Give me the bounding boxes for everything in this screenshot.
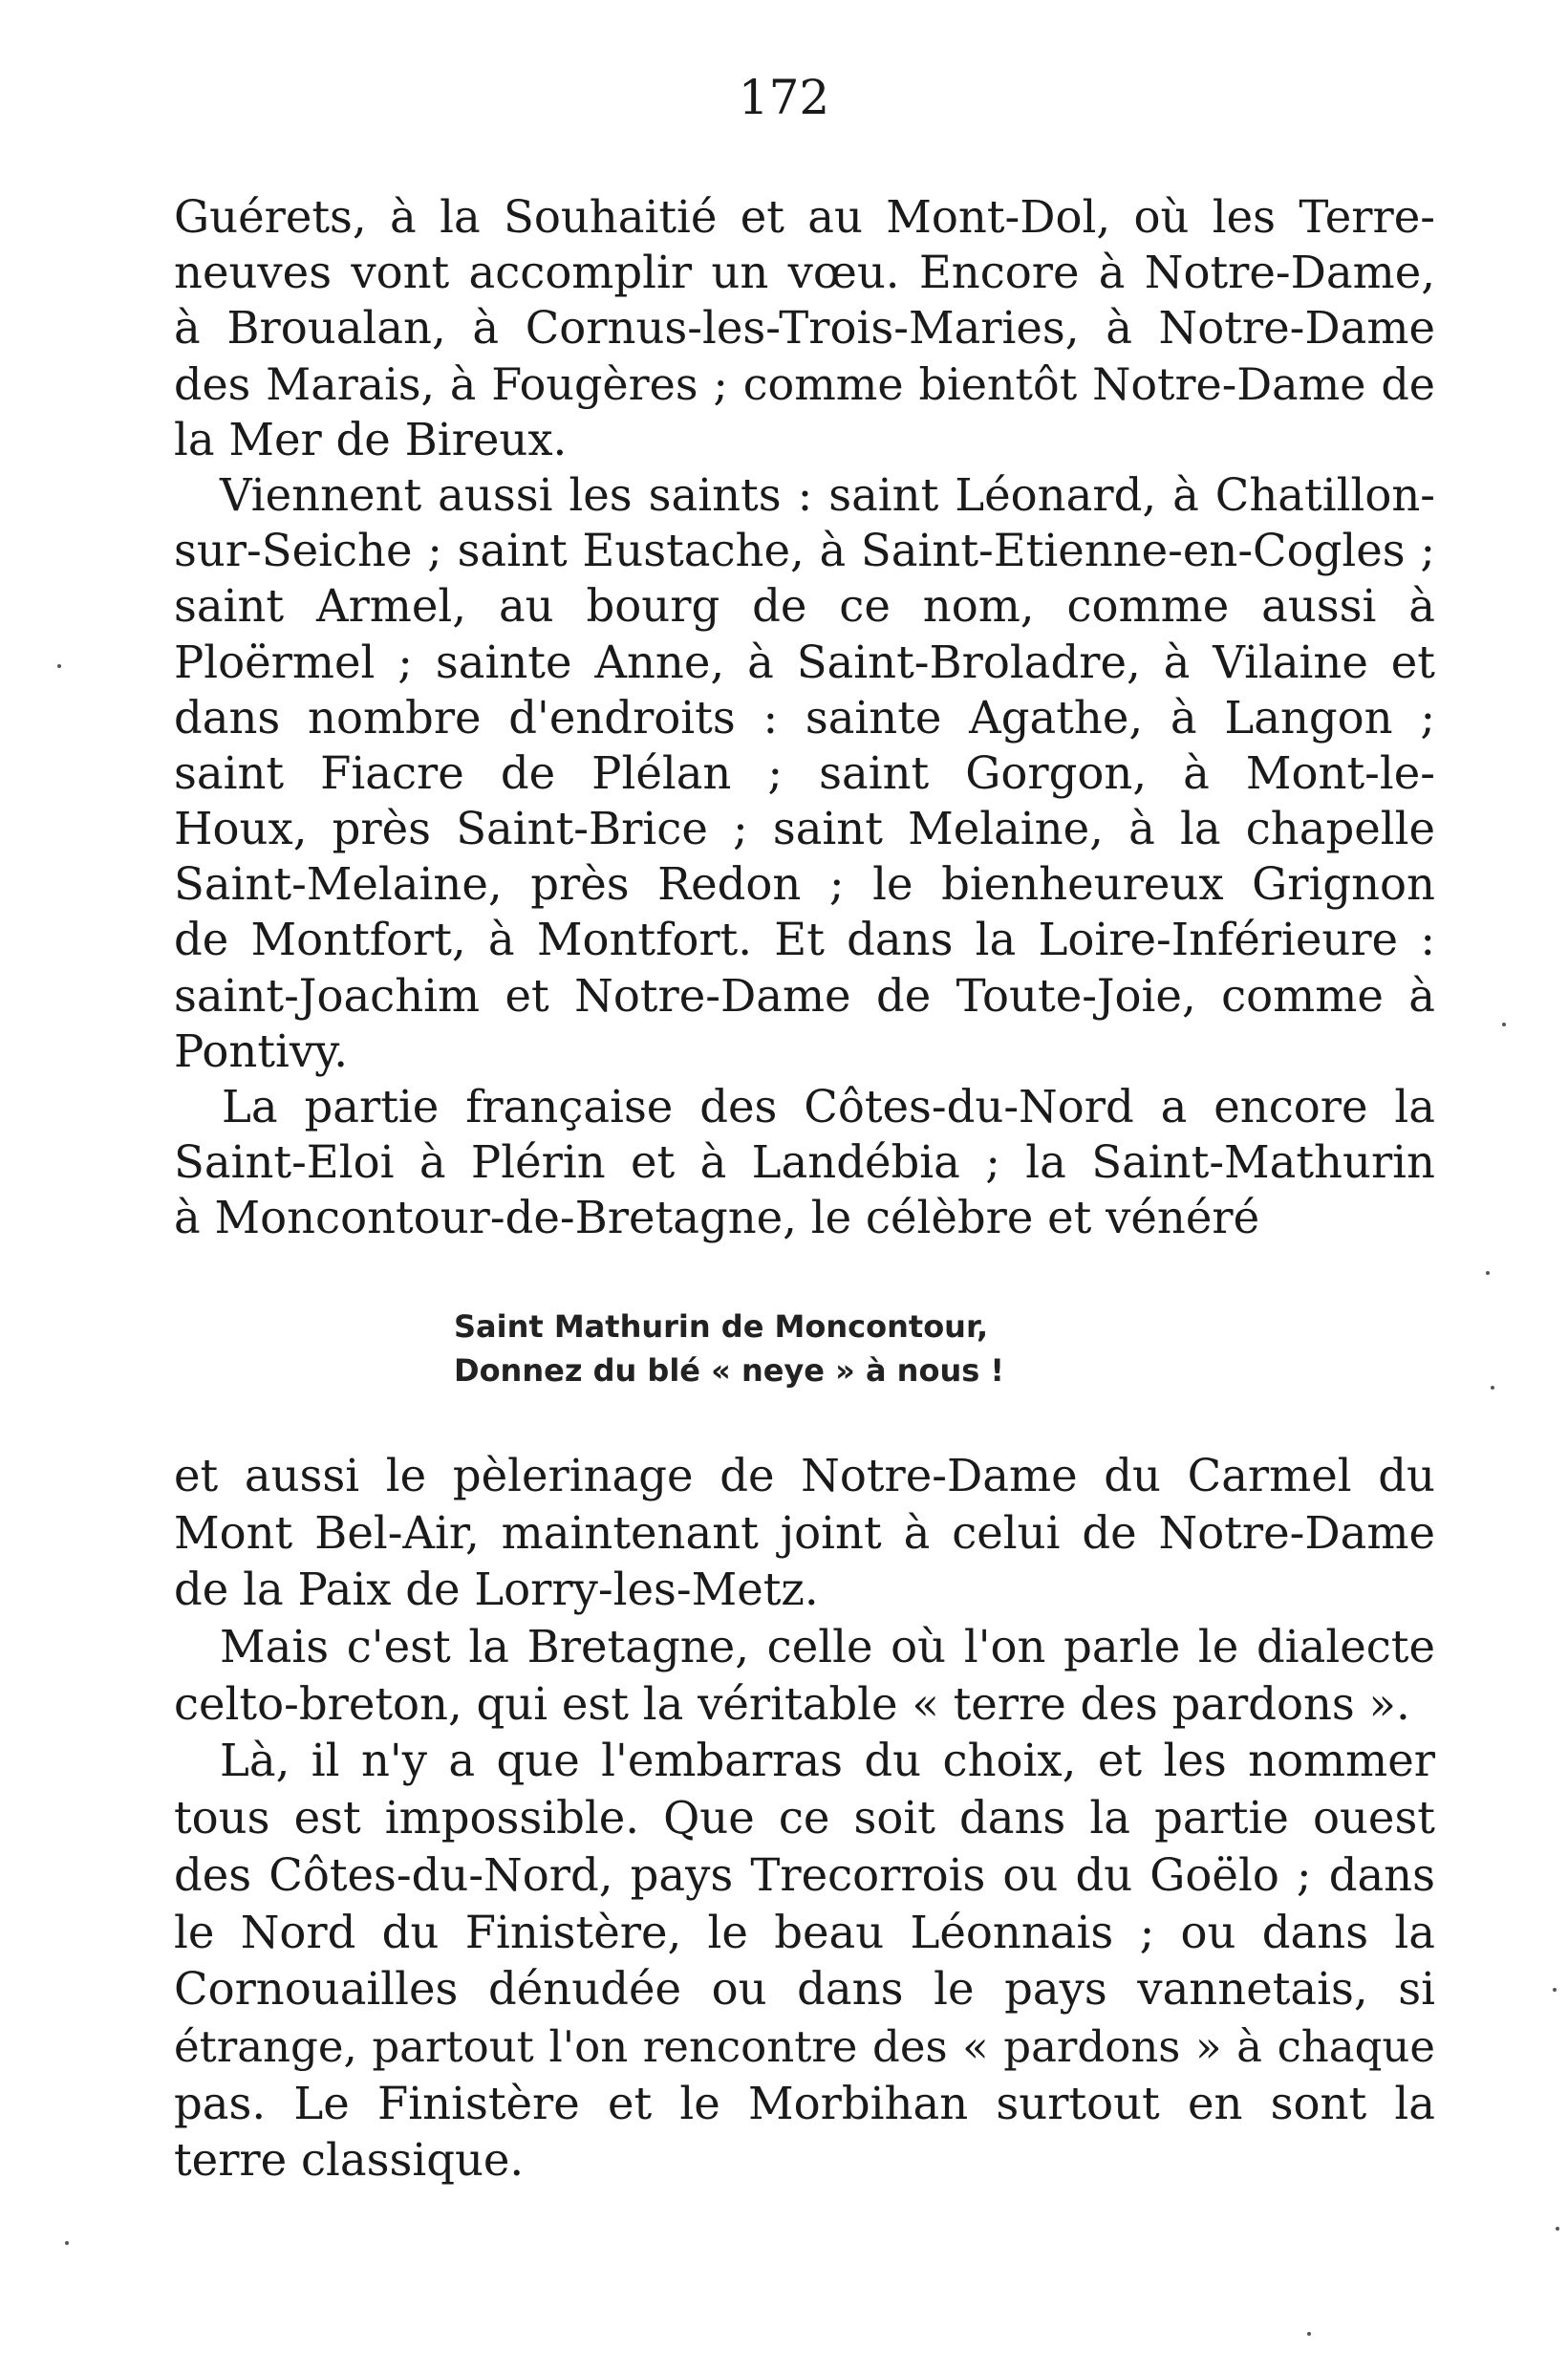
- text-line: la Mer de Bireux.: [174, 413, 568, 465]
- text-line: saint Armel, au bourg de ce nom, comme aussi à: [174, 580, 1435, 633]
- text-line: Houx, près Saint-Brice ; saint Melaine, à la chapelle: [174, 803, 1435, 855]
- text-line: neuves vont accomplir un vœu. Encore à Notre-Dame,: [174, 247, 1435, 299]
- text-line: Pontivy.: [174, 1025, 349, 1077]
- text-line: le Nord du Finistère, le beau Léonnais ; ou dans la: [174, 1906, 1435, 1958]
- text-line: Saint-Melaine, près Redon ; le bienheureux Grignon: [174, 858, 1435, 911]
- text-line: La partie française des Côtes-du-Nord a encore la: [222, 1081, 1435, 1133]
- text-line: terre classique.: [174, 2134, 525, 2187]
- scan-speck: [1307, 2332, 1311, 2336]
- main-text-lower: [174, 1448, 1435, 2190]
- text-line: Mont Bel-Air, maintenant joint à celui de Notre-Dame: [174, 1506, 1435, 1559]
- text-line: des Côtes-du-Nord, pays Trecorrois ou du Goëlo ; dans: [174, 1848, 1435, 1901]
- page-number: 172: [738, 70, 830, 125]
- scan-speck: [1502, 1023, 1506, 1026]
- text-line: Là, il n'y a que l'embarras du choix, et les nommer: [220, 1735, 1435, 1787]
- text-line: dans nombre d'endroits : sainte Agathe, à Langon ;: [174, 691, 1435, 744]
- text-line: à Broualan, à Cornus-les-Trois-Maries, à Notre-Dame: [174, 302, 1435, 355]
- text-line: Mais c'est la Bretagne, celle où l'on parle le dialecte: [220, 1621, 1435, 1673]
- verse-quote: [454, 1305, 1123, 1392]
- scan-speck: [65, 2241, 69, 2245]
- scan-speck: [1486, 1271, 1490, 1275]
- text-line: saint-Joachim et Notre-Dame de Toute-Joie, comme à: [174, 969, 1435, 1022]
- text-line: pas. Le Finistère et le Morbihan surtout en sont la: [174, 2077, 1435, 2129]
- main-text-upper: [174, 189, 1435, 1246]
- scan-speck: [1491, 1386, 1494, 1390]
- text-line: celto-breton, qui est la véritable « terre des pardons ».: [174, 1677, 1410, 1730]
- text-line: de Montfort, à Montfort. Et dans la Loire-Inférieure :: [174, 914, 1435, 966]
- scan-speck: [57, 664, 61, 668]
- text-line: Ploërmel ; sainte Anne, à Saint-Broladre, à Vilaine et: [174, 636, 1435, 688]
- text-line: saint Fiacre de Plélan ; saint Gorgon, à Mont-le-: [174, 746, 1435, 799]
- verse-line: Donnez du blé « neye » à nous !: [454, 1352, 1004, 1389]
- scan-speck: [1553, 1988, 1557, 1992]
- text-line: sur-Seiche ; saint Eustache, à Saint-Etienne-en-Cogles ;: [174, 525, 1435, 577]
- text-line: Saint-Eloi à Plérin et à Landébia ; la Saint-Mathurin: [174, 1136, 1435, 1189]
- text-line: Cornouailles dénudée ou dans le pays vannetais, si: [174, 1963, 1435, 2016]
- text-line: Guérets, à la Souhaitié et au Mont-Dol, où les Terre-: [174, 191, 1435, 243]
- text-line: des Marais, à Fougères ; comme bientôt Notre-Dame de: [174, 357, 1435, 410]
- text-line: à Moncontour-de-Bretagne, le célèbre et vénéré: [174, 1192, 1260, 1244]
- text-line: tous est impossible. Que ce soit dans la partie ouest: [174, 1792, 1435, 1844]
- text-line: de la Paix de Lorry-les-Metz.: [174, 1564, 819, 1616]
- text-line: étrange, partout l'on rencontre des « pardons » à chaque: [174, 2020, 1435, 2072]
- text-line: Viennent aussi les saints : saint Léonard, à Chatillon-: [220, 468, 1435, 521]
- text-line: et aussi le pèlerinage de Notre-Dame du Carmel du: [174, 1450, 1435, 1501]
- verse-line: Saint Mathurin de Moncontour,: [454, 1308, 989, 1345]
- scan-speck: [1556, 2227, 1559, 2231]
